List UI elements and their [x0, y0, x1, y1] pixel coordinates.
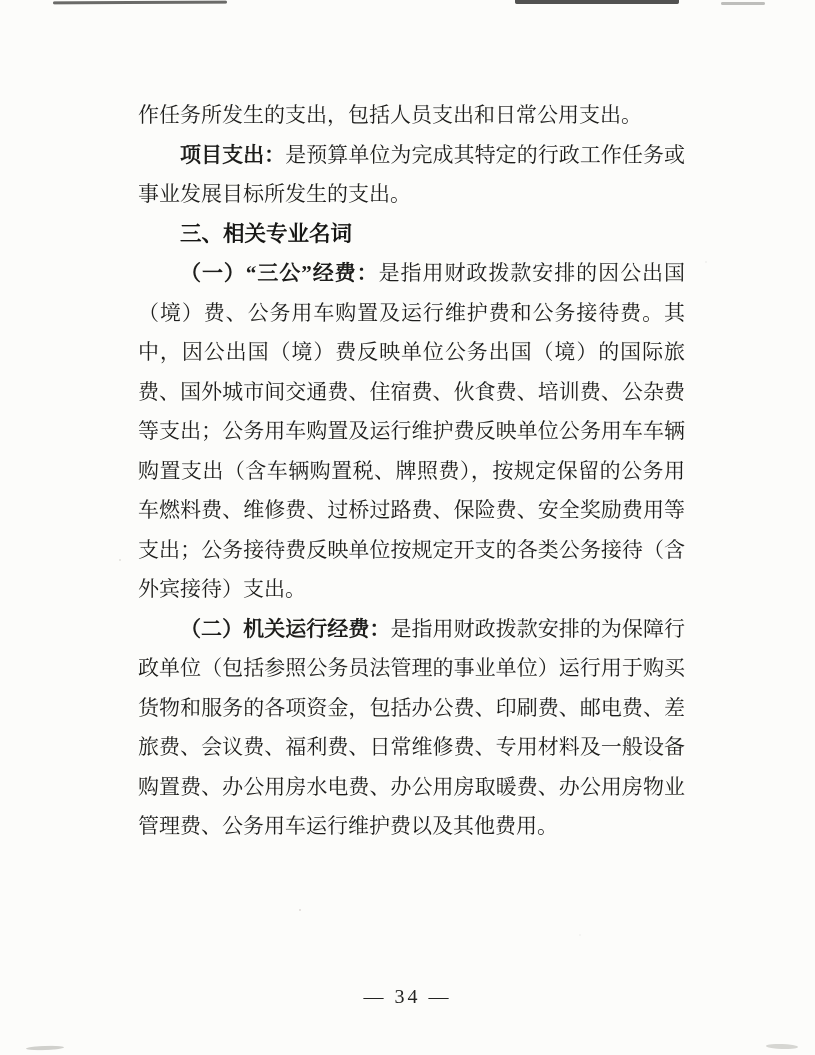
paragraph-text: 是指用财政拨款安排的因公出国（境）费、公务用车购置及运行维护费和公务接待费。其中，因公出国（境）费反映单位公务出国（境）的国际旅费、国外城市间交通费、住宿费、伙食费、培训费、公杂费等支出；公务用车购置及运行维护费反映单位公务用车车辆购置支出（含车辆购置税、牌照费），按规定保留的公务用车燃料费、维修费、过桥过路费、保险费、安全奖励费用等支出；公务接待费反映单位按规定开支的各类公务接待（含外宾接待）支出。	[138, 261, 686, 601]
paragraph-agency-operating-funds	[138, 610, 685, 847]
section-heading-text: 三、相关专业名词	[180, 221, 353, 246]
scan-smudge	[766, 1043, 798, 1049]
scan-edge-artifact	[53, 1, 227, 5]
paragraph-project-expenditure	[138, 136, 685, 215]
scan-smudge	[26, 1045, 64, 1050]
paragraph-text: 作任务所发生的支出，包括人员支出和日常公用支出。	[138, 103, 642, 127]
paragraph-three-public-funds	[138, 254, 685, 610]
scan-edge-artifact	[515, 0, 679, 4]
paragraph-lead-term: （一）“三公”经费：	[180, 261, 379, 285]
paragraph-lead-term: （二）机关运行经费：	[180, 616, 391, 641]
document-body	[138, 96, 685, 847]
section-heading	[138, 215, 685, 255]
paragraph-text: 是预算单位为完成其特定的行政工作任务或事业发展目标所发生的支出。	[138, 142, 685, 206]
page-number: — 34 —	[363, 986, 452, 1008]
paragraph-text: 是指用财政拨款安排的为保障行政单位（包括参照公务员法管理的事业单位）运行用于购买货物和服务的各项资金，包括办公费、印刷费、邮电费、差旅费、会议费、福利费、日常维修费、专用材料及一般设备购置费、办公用房水电费、办公用房取暖费、办公用房物业管理费、公务用车运行维护费以及其他费用。	[138, 616, 686, 838]
scan-edge-artifact	[721, 2, 765, 5]
paragraph-continuation	[138, 96, 685, 136]
paragraph-lead-term: 项目支出：	[180, 142, 286, 167]
